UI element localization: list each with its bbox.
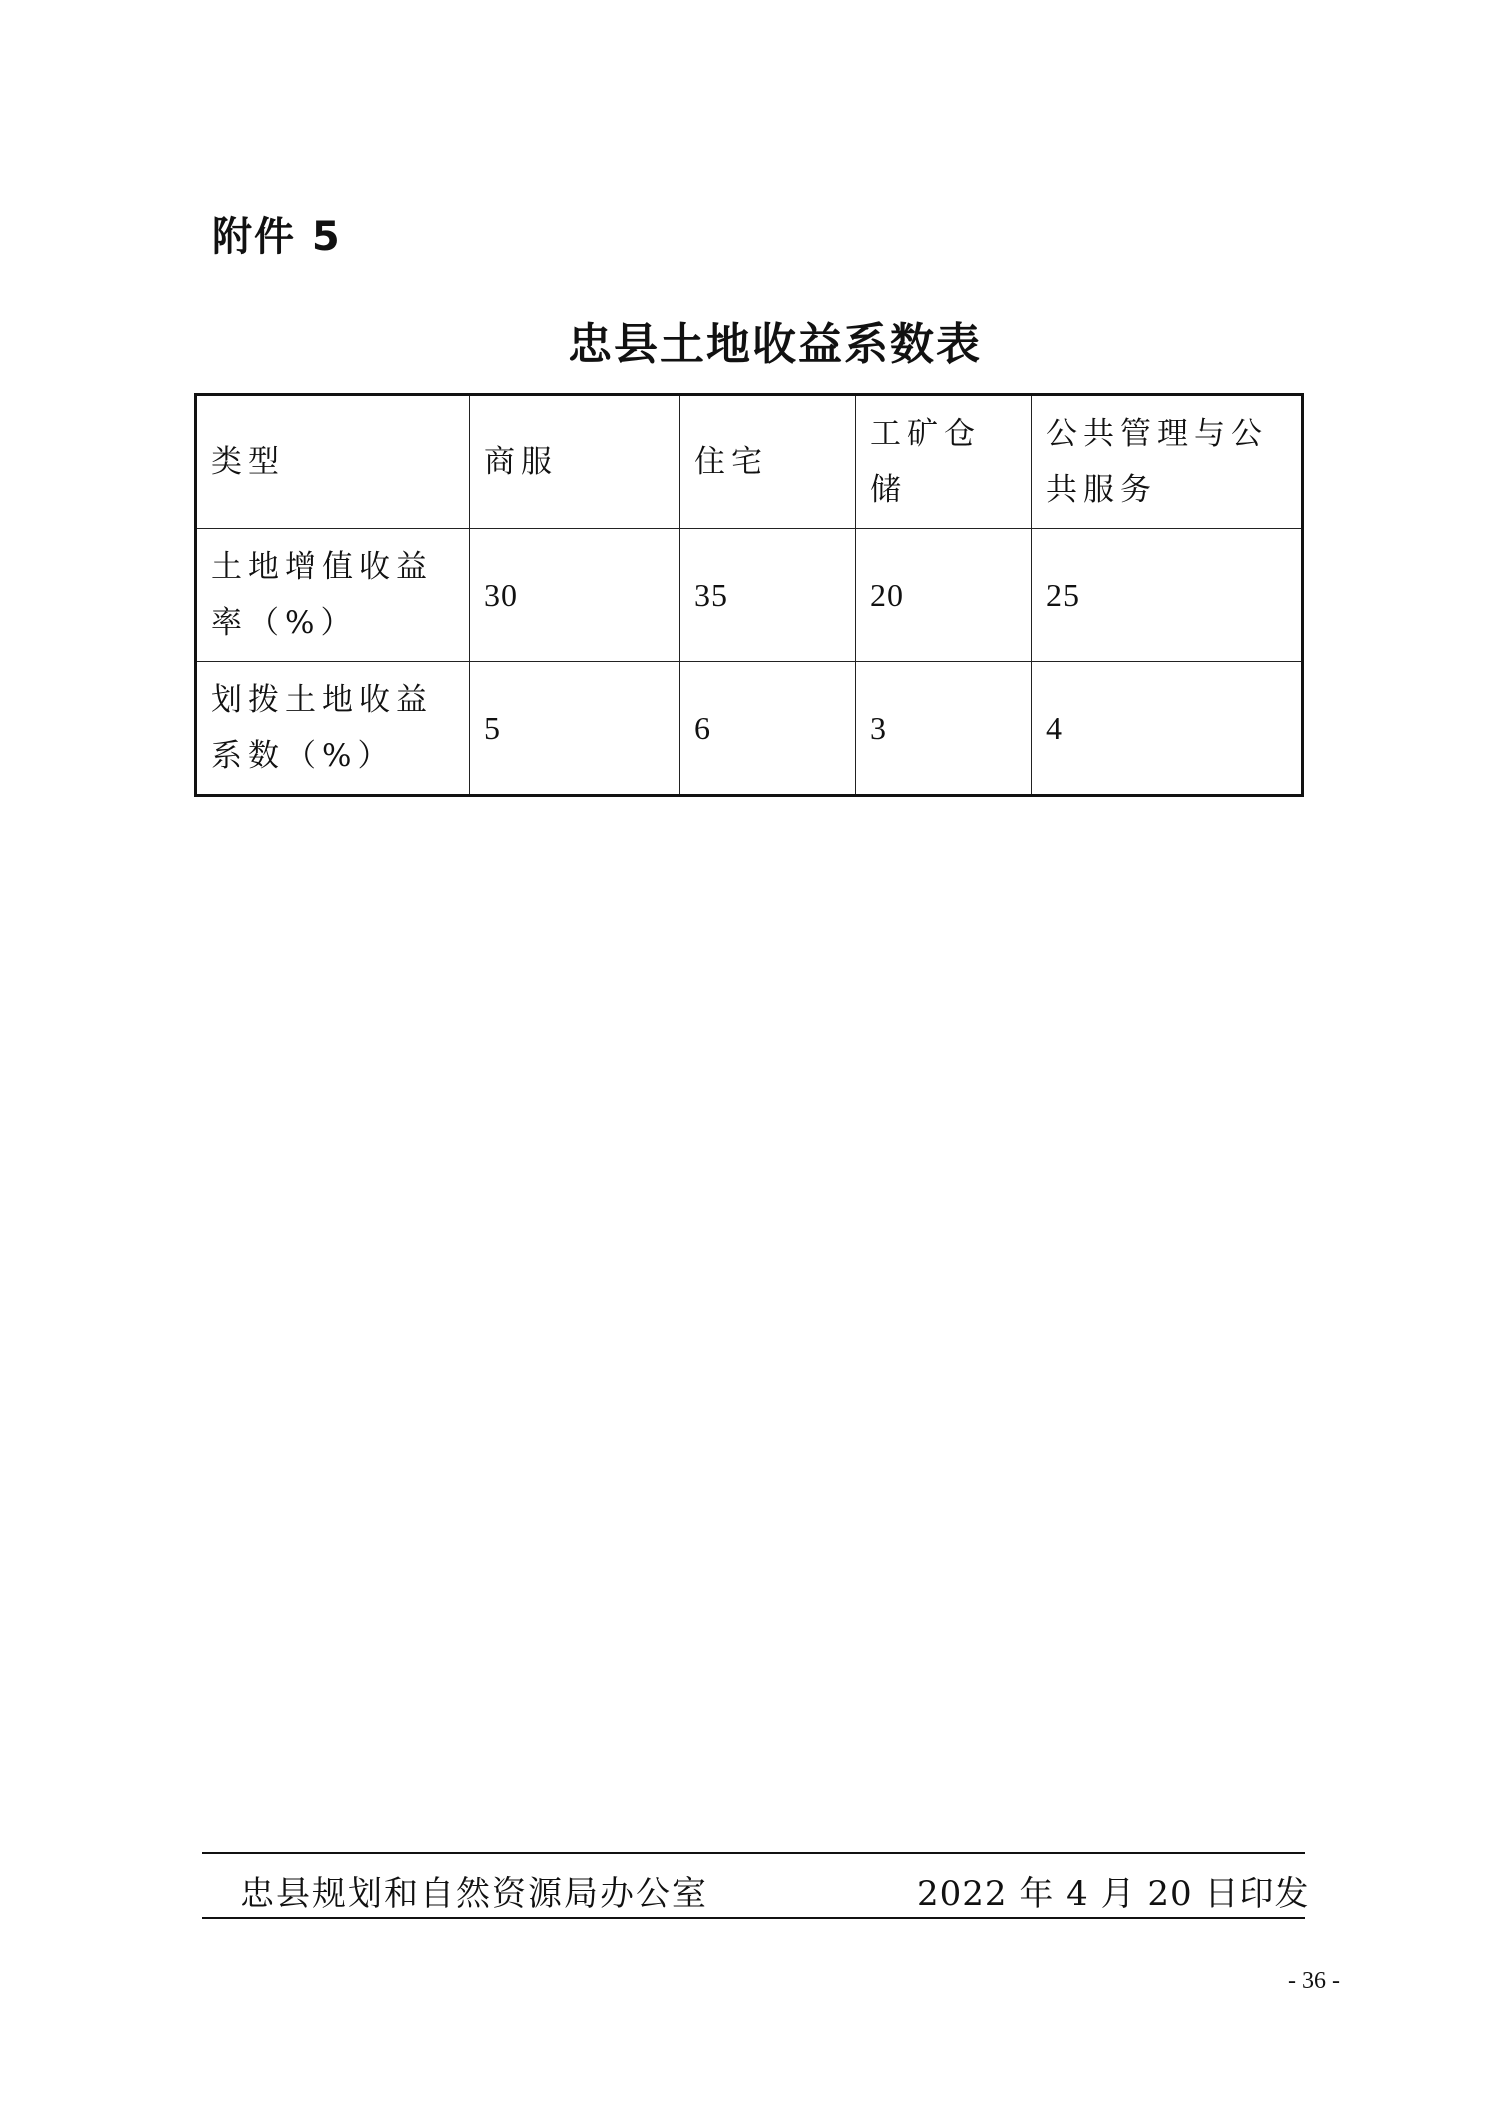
page-number: - 36 - (1288, 1968, 1340, 1994)
document-title: 忠县土地收益系数表 (568, 319, 982, 370)
table-row (196, 529, 1303, 662)
footer-issue-date: 2022 年 4 月 20 日印发 (917, 1874, 1310, 1914)
table-cell: 6 (680, 662, 856, 796)
table-cell: 25 (1032, 529, 1303, 662)
table-cell: 30 (470, 529, 680, 662)
attachment-label: 附件 5 (212, 214, 342, 260)
table-cell: 3 (856, 662, 1032, 796)
footer-bottom-rule (202, 1917, 1305, 1919)
row-label: 土地增值收益率（%） (196, 529, 470, 662)
footer-top-rule (202, 1852, 1305, 1854)
land-income-coefficient-table (194, 393, 1304, 797)
table-header-row (196, 395, 1303, 529)
table-cell: 5 (470, 662, 680, 796)
table-row (196, 662, 1303, 796)
header-cell-residential: 住宅 (680, 395, 856, 529)
footer-issuer: 忠县规划和自然资源局办公室 (240, 1874, 708, 1914)
table-cell: 20 (856, 529, 1032, 662)
header-cell-type: 类型 (196, 395, 470, 529)
header-cell-industrial: 工矿仓储 (856, 395, 1032, 529)
table-cell: 4 (1032, 662, 1303, 796)
header-cell-commercial: 商服 (470, 395, 680, 529)
table-cell: 35 (680, 529, 856, 662)
header-cell-public: 公共管理与公共服务 (1032, 395, 1303, 529)
row-label: 划拨土地收益系数（%） (196, 662, 470, 796)
